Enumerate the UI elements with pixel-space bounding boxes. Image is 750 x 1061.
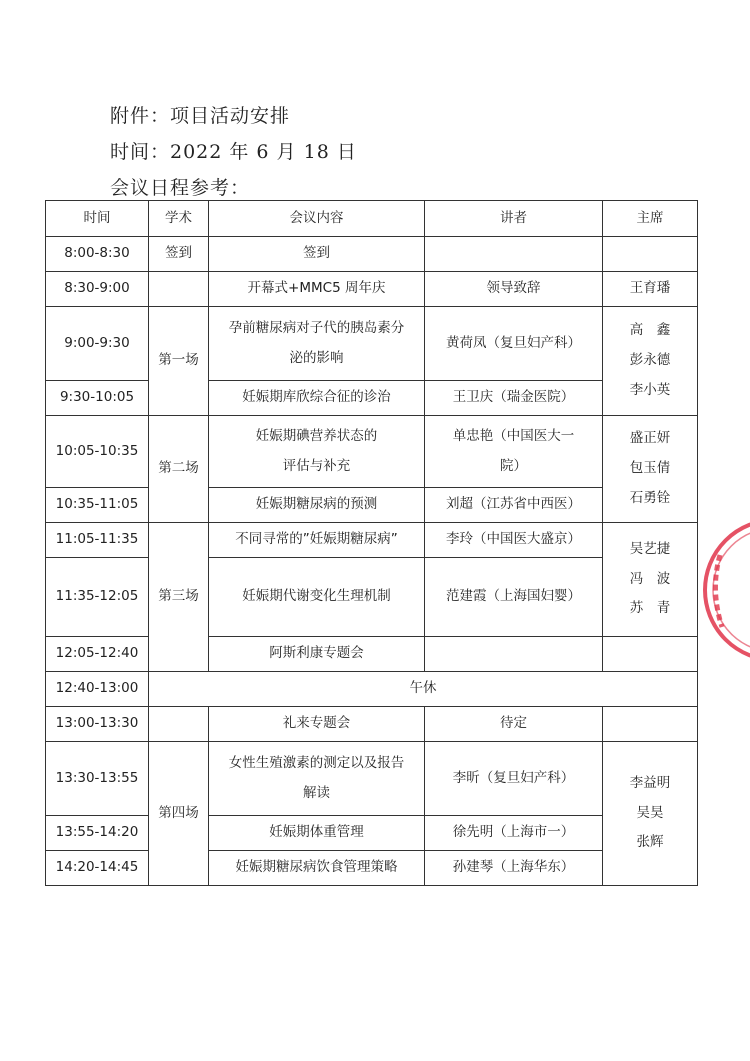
speaker-cell: [425, 637, 603, 672]
content-cell: 妊娠期库欣综合征的诊治: [209, 381, 425, 416]
speaker-cell: 黄荷凤（复旦妇产科）: [425, 307, 603, 381]
content-cell: 开幕式+MMC5 周年庆: [209, 272, 425, 307]
lunch-break-cell: 午休: [149, 672, 698, 707]
speaker-cell: 徐先明（上海市一）: [425, 816, 603, 851]
agenda-heading: 会议日程参考：: [110, 177, 251, 199]
table-row: [46, 672, 698, 707]
time-cell: 9:00-9:30: [46, 307, 149, 381]
table-row: [46, 488, 698, 523]
speaker-cell: [425, 237, 603, 272]
time-cell: 9:30-10:05: [46, 381, 149, 416]
time-cell: 8:30-9:00: [46, 272, 149, 307]
content-cell: 不同寻常的”妊娠期糖尿病”: [209, 523, 425, 558]
chair-name: 高 鑫: [629, 322, 671, 339]
content-cell: 阿斯利康专题会: [209, 637, 425, 672]
table-row: [46, 307, 698, 381]
session-cell: 第二场: [149, 416, 209, 523]
schedule-table: [45, 200, 698, 886]
col-header-chair: 主席: [603, 201, 698, 237]
table-row: [46, 272, 698, 307]
chair-name: 包玉倩: [629, 460, 671, 477]
table-row: [46, 558, 698, 637]
session-cell: 第一场: [149, 307, 209, 416]
chair-cell: [603, 416, 698, 523]
chair-cell: [603, 523, 698, 637]
chair-name: 李益明: [629, 774, 671, 791]
content-cell: 妊娠期体重管理: [209, 816, 425, 851]
session-cell: 第三场: [149, 523, 209, 672]
col-header-speaker: 讲者: [425, 201, 603, 237]
table-row: [46, 851, 698, 886]
time-cell: 8:00-8:30: [46, 237, 149, 272]
content-line: 妊娠期碘营养状态的: [255, 427, 378, 444]
content-cell: 签到: [209, 237, 425, 272]
content-cell: [209, 742, 425, 816]
content-line: 女性生殖激素的测定以及报告: [228, 754, 405, 771]
session-cell: 签到: [149, 237, 209, 272]
speaker-cell: 待定: [425, 707, 603, 742]
speaker-cell: 王卫庆（瑞金医院）: [425, 381, 603, 416]
table-row: [46, 416, 698, 488]
attachment-title: 附件：项目活动安排: [110, 105, 291, 127]
chair-cell: [603, 742, 698, 886]
speaker-cell: [425, 416, 603, 488]
time-cell: 11:05-11:35: [46, 523, 149, 558]
chair-cell: [603, 637, 698, 672]
table-row: [46, 637, 698, 672]
session-cell: [149, 272, 209, 307]
col-header-content: 会议内容: [209, 201, 425, 237]
chair-name: 吴昊: [636, 804, 664, 821]
chair-name: 苏 青: [629, 600, 671, 617]
session-cell: [149, 707, 209, 742]
chair-name: 吴艺捷: [629, 540, 671, 557]
table-header-row: [46, 201, 698, 237]
time-cell: 14:20-14:45: [46, 851, 149, 886]
content-line: 解读: [303, 784, 330, 801]
content-cell: 礼来专题会: [209, 707, 425, 742]
content-cell: 妊娠期代谢变化生理机制: [209, 558, 425, 637]
session-cell: 第四场: [149, 742, 209, 886]
chair-cell: [603, 707, 698, 742]
speaker-cell: 李玲（中国医大盛京）: [425, 523, 603, 558]
table-row: [46, 707, 698, 742]
table-row: [46, 816, 698, 851]
table-row: [46, 742, 698, 816]
chair-name: 石勇铨: [629, 489, 671, 506]
speaker-line: 单忠艳（中国医大一: [452, 427, 575, 444]
col-header-time: 时间: [46, 201, 149, 237]
content-cell: [209, 416, 425, 488]
chair-cell: 王育璠: [603, 272, 698, 307]
time-cell: 12:40-13:00: [46, 672, 149, 707]
chair-cell: [603, 307, 698, 416]
chair-name: 盛正妍: [629, 430, 671, 447]
red-seal-stamp: [700, 515, 750, 665]
time-cell: 10:35-11:05: [46, 488, 149, 523]
chair-name: 张辉: [636, 834, 664, 851]
time-cell: 13:00-13:30: [46, 707, 149, 742]
chair-name: 冯 波: [629, 570, 671, 587]
time-cell: 13:30-13:55: [46, 742, 149, 816]
content-cell: 妊娠期糖尿病饮食管理策略: [209, 851, 425, 886]
chair-cell: [603, 237, 698, 272]
speaker-line: 院）: [500, 457, 527, 474]
content-cell: 妊娠期糖尿病的预测: [209, 488, 425, 523]
content-cell: [209, 307, 425, 381]
time-cell: 13:55-14:20: [46, 816, 149, 851]
time-cell: 11:35-12:05: [46, 558, 149, 637]
chair-name: 彭永德: [629, 352, 671, 369]
content-line: 泌的影响: [289, 349, 344, 366]
time-cell: 12:05-12:40: [46, 637, 149, 672]
table-row: [46, 381, 698, 416]
time-cell: 10:05-10:35: [46, 416, 149, 488]
date-line: 时间：2022 年 6 月 18 日: [110, 141, 357, 163]
col-header-session: 学术: [149, 201, 209, 237]
table-row: [46, 523, 698, 558]
speaker-cell: 领导致辞: [425, 272, 603, 307]
content-line: 评估与补充: [282, 457, 351, 474]
speaker-cell: 范建霞（上海国妇婴）: [425, 558, 603, 637]
table-row: [46, 237, 698, 272]
speaker-cell: 孙建琴（上海华东）: [425, 851, 603, 886]
chair-name: 李小英: [629, 381, 671, 398]
speaker-cell: 刘超（江苏省中西医）: [425, 488, 603, 523]
speaker-cell: 李昕（复旦妇产科）: [425, 742, 603, 816]
content-line: 孕前糖尿病对子代的胰岛素分: [228, 319, 405, 336]
